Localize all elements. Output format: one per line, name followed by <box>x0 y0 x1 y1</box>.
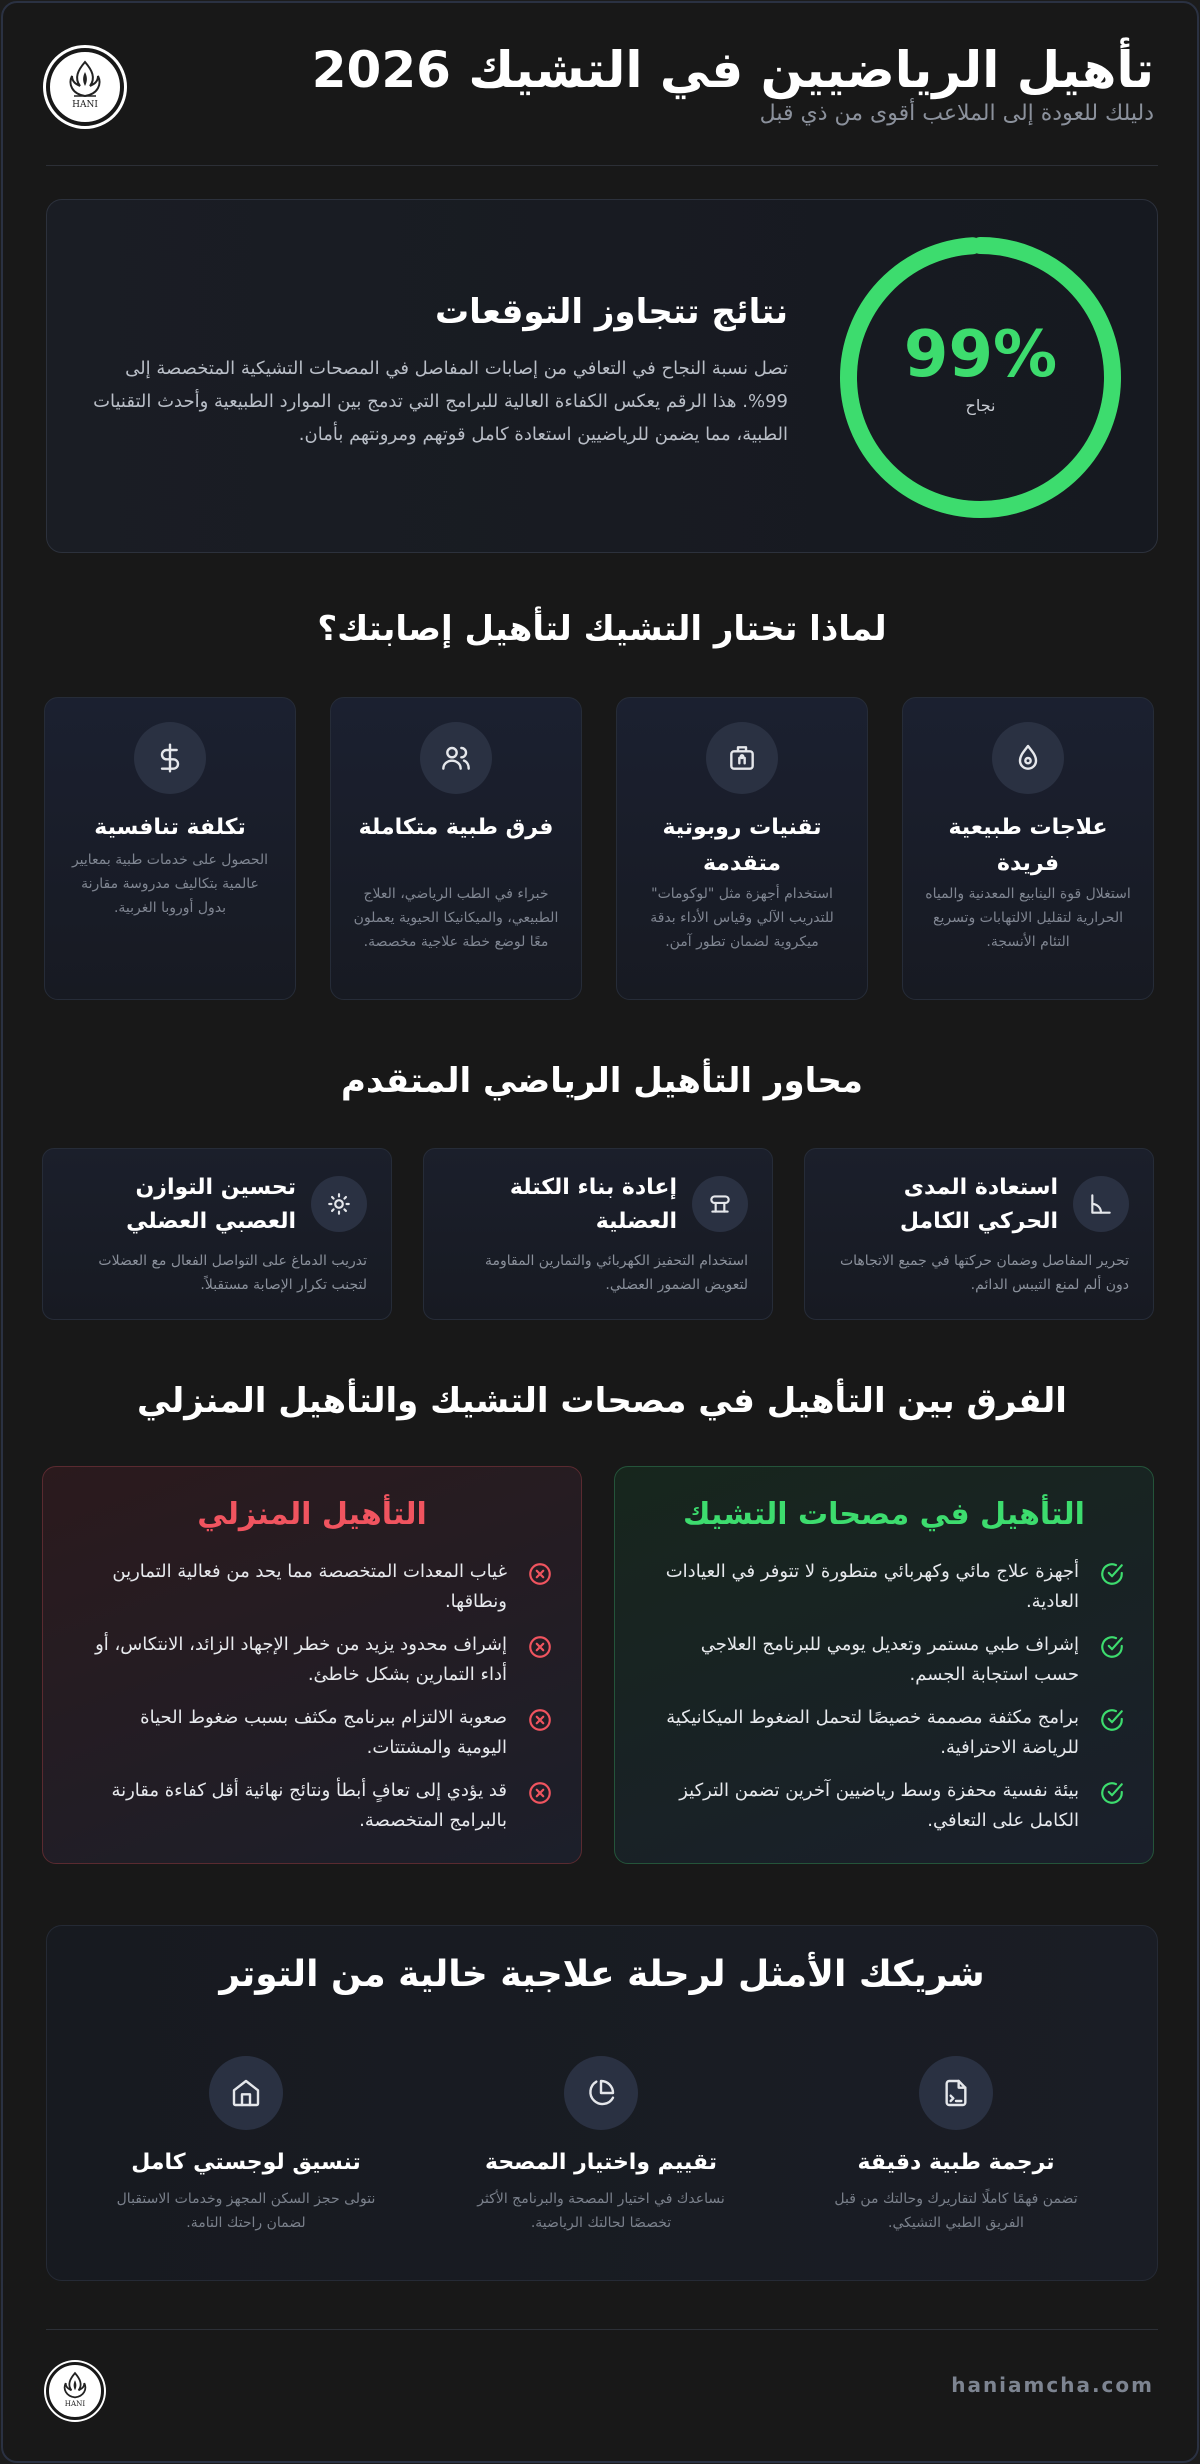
service-title: تنسيق لوجستي كامل <box>131 2150 361 2175</box>
list-item <box>93 1557 553 1630</box>
feature-card-cost <box>44 697 296 1000</box>
check-circle-icon <box>1099 1780 1125 1806</box>
pie-chart-icon <box>564 2056 638 2130</box>
header-divider <box>46 165 1158 166</box>
feature-title: تقنيات روبوتية متقدمة <box>662 815 822 876</box>
benefit-text: أجهزة علاج مائي وكهربائي متطورة لا تتوفر في العيادات العادية. <box>665 1561 1079 1612</box>
success-label: نجاح <box>965 396 996 415</box>
comparison-section-title: الفرق بين التأهيل في مصحات التشيك والتأهيل المنزلي <box>137 1381 1067 1421</box>
users-icon <box>420 722 492 794</box>
hero-heading: نتائج تتجاوز التوقعات <box>435 292 788 332</box>
drawback-text: صعوبة الالتزام ببرنامج مكثف بسبب ضغوط الحياة اليومية والمشتتات. <box>140 1707 507 1758</box>
success-percent: 99% <box>903 318 1058 392</box>
page-title: تأهيل الرياضيين في التشيك 2026 <box>311 41 1154 99</box>
service-desc: نتولى حجز السكن المجهز وخدمات الاستقبال لضمان راحتك التامة. <box>116 2191 376 2231</box>
pillar-desc: تدريب الدماغ على التواصل الفعال مع العضلات لتجنب تكرار الإصابة مستقبلاً. <box>98 1253 367 1293</box>
x-circle-icon <box>527 1561 553 1587</box>
feature-desc: خبراء في الطب الرياضي، العلاج الطبيعي، والميكانيكا الحيوية يعملون معًا لوضع خطة علاجية مخصصة. <box>353 886 559 950</box>
drawback-text: قد يؤدي إلى تعافٍ أبطأ ونتائج نهائية أقل كفاءة مقارنة بالبرامج المتخصصة. <box>111 1780 507 1831</box>
service-translation <box>801 2056 1111 2235</box>
pillar-card-balance <box>42 1148 392 1320</box>
list-item <box>93 1630 553 1703</box>
angle-joint-icon <box>1073 1176 1129 1232</box>
feature-desc: استغلال قوة الينابيع المعدنية والمياه الحرارية لتقليل الالتهابات وتسريع التئام الأنسجة. <box>925 886 1131 950</box>
check-circle-icon <box>1099 1561 1125 1587</box>
document-translate-icon <box>919 2056 993 2130</box>
drawback-text: إشراف محدود يزيد من خطر الإجهاد الزائد، الانتكاس، أو أداء التمارين بشكل خاطئ. <box>95 1634 507 1685</box>
robot-device-icon <box>706 722 778 794</box>
why-section-title: لماذا تختار التشيك لتأهيل إصابتك؟ <box>317 609 887 649</box>
benefit-text: بيئة نفسية محفزة وسط رياضيين آخرين تضمن التركيز الكامل على التعافي. <box>679 1780 1079 1831</box>
clinic-benefits-list <box>665 1557 1125 1849</box>
clinic-rehab-card <box>614 1466 1154 1864</box>
pillar-title: تحسين التوازن العصبي العضلي <box>126 1175 296 1234</box>
drawback-text: غياب المعدات المتخصصة مما يحد من فعالية التمارين ونطاقها. <box>112 1561 507 1612</box>
svg-text:HANI: HANI <box>64 2399 86 2408</box>
feature-card-teams <box>330 697 582 1000</box>
home-rehab-card <box>42 1466 582 1864</box>
check-circle-icon <box>1099 1707 1125 1733</box>
page <box>1 1 1199 2463</box>
x-circle-icon <box>527 1780 553 1806</box>
footer-divider <box>46 2329 1158 2330</box>
dollar-icon <box>134 722 206 794</box>
x-circle-icon <box>527 1634 553 1660</box>
service-logistics <box>91 2056 401 2235</box>
benefit-text: إشراف طبي مستمر وتعديل يومي للبرنامج العلاجي حسب استجابة الجسم. <box>700 1634 1079 1685</box>
service-desc: تضمن فهمًا كاملًا لتقاريرك وحالتك من قبل الفريق الطبي التشيكي. <box>834 2191 1078 2231</box>
list-item <box>665 1703 1125 1776</box>
neuro-balance-icon <box>311 1176 367 1232</box>
water-drop-icon <box>992 722 1064 794</box>
list-item <box>665 1630 1125 1703</box>
pillar-title: استعادة المدى الحركي الكامل <box>899 1175 1058 1234</box>
list-item <box>665 1557 1125 1630</box>
partner-title: شريكك الأمثل لرحلة علاجية خالية من التوتر <box>219 1954 985 1995</box>
home-drawbacks-list <box>93 1557 553 1849</box>
feature-desc: الحصول على خدمات طبية بمعايير عالمية بتكاليف مدروسة مقارنة بدول أوروبا الغربية. <box>71 852 269 916</box>
brand-logo[interactable] <box>46 48 124 126</box>
list-item <box>93 1776 553 1849</box>
feature-card-robotics <box>616 697 868 1000</box>
pillar-card-muscle <box>423 1148 773 1320</box>
partner-section <box>46 1925 1158 2281</box>
service-title: ترجمة طبية دقيقة <box>857 2150 1055 2175</box>
feature-title: فرق طبية متكاملة <box>358 815 554 840</box>
x-circle-icon <box>527 1707 553 1733</box>
list-item <box>93 1703 553 1776</box>
logo-emblem-icon <box>50 52 120 122</box>
pillar-desc: استخدام التحفيز الكهربائي والتمارين المقاومة لتعويض الضمور العضلي. <box>484 1253 748 1293</box>
feature-title: علاجات طبيعية فريدة <box>948 815 1108 876</box>
pillar-desc: تحرير المفاصل وضمان حركتها في جميع الاتجاهات دون ألم لمنع التيبس الدائم. <box>839 1253 1129 1293</box>
page-subtitle: دليلك للعودة إلى الملاعب أقوى من ذي قبل <box>759 101 1154 126</box>
service-title: تقييم واختيار المصحة <box>484 2150 717 2175</box>
service-evaluation <box>446 2056 756 2235</box>
svg-text:HANI: HANI <box>72 100 98 110</box>
home-heading: التأهيل المنزلي <box>197 1497 427 1532</box>
footer-logo[interactable] <box>46 2362 104 2420</box>
home-icon <box>209 2056 283 2130</box>
pillars-section-title: محاور التأهيل الرياضي المتقدم <box>341 1061 863 1101</box>
logo-emblem-icon <box>50 2366 100 2416</box>
results-hero-card <box>46 199 1158 553</box>
hero-paragraph: تصل نسبة النجاح في التعافي من إصابات المفاصل في المصحات التشيكية المتخصصة إلى 99%. هذا الرقم يعكس الكفاءة العالية للبرامج التي تدمج بين الموارد الطبيعية وأحدث التقنيات الطبية، مما يضمن للرياضيين استعادة كامل قوتهم ومرونتهم بأمان. <box>93 358 788 445</box>
service-desc: نساعدك في اختيار المصحة والبرنامج الأكثر تخصصًا لحالتك الرياضية. <box>477 2191 725 2231</box>
list-item <box>665 1776 1125 1849</box>
feature-desc: استخدام أجهزة مثل "لوكومات" للتدريب الآلي وقياس الأداء بدقة ميكروية لضمان تطور آمن. <box>650 886 834 950</box>
footer-website-link[interactable]: haniamcha.com <box>951 2373 1154 2397</box>
pillar-card-range <box>804 1148 1154 1320</box>
check-circle-icon <box>1099 1634 1125 1660</box>
muscle-icon <box>692 1176 748 1232</box>
clinic-heading: التأهيل في مصحات التشيك <box>683 1497 1085 1532</box>
benefit-text: برامج مكثفة مصممة خصيصًا لتحمل الضغوط الميكانيكية للرياضة الاحترافية. <box>666 1707 1079 1758</box>
pillar-title: إعادة بناء الكتلة العضلية <box>509 1175 677 1234</box>
feature-card-natural <box>902 697 1154 1000</box>
feature-title: تكلفة تنافسية <box>94 815 246 840</box>
